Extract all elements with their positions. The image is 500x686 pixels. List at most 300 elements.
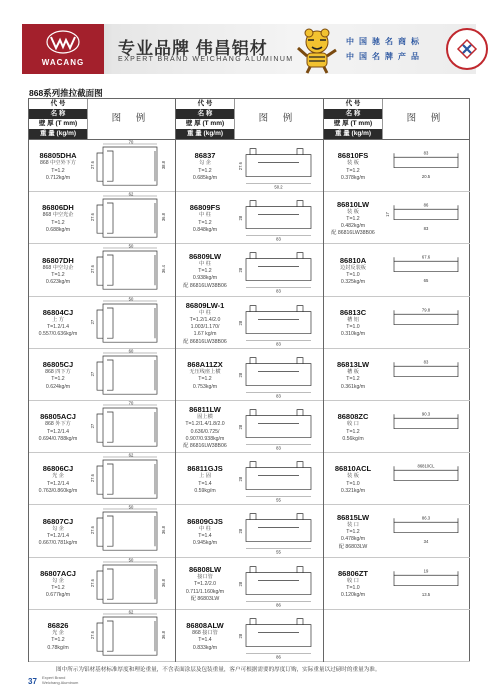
product-spec-line: 中 柱 (199, 261, 211, 268)
product-spec-line: 0.685kg/m (192, 174, 218, 181)
product-spec-line: 0.325kg/m (340, 279, 366, 286)
product-cell (29, 452, 175, 505)
profile-drawing (236, 400, 321, 452)
product-cell (324, 504, 470, 557)
dimension-label: 62 (128, 191, 134, 197)
product-cell (176, 296, 323, 349)
product-spec-line: T=1.0 (346, 324, 360, 331)
dimension-label: 62 (128, 452, 134, 458)
dimension-label: 36.4 (160, 265, 166, 274)
profile-drawing (236, 452, 321, 504)
product-spec-line: 勾 企 (199, 160, 211, 167)
product-code: 86809LW (188, 252, 222, 262)
product-spec-line: 0.945kg/m (192, 540, 218, 547)
dimension-label: 28 (238, 424, 244, 430)
product-spec-line: 868 四下方 (45, 369, 71, 376)
product-info (29, 515, 87, 548)
product-info (324, 149, 382, 182)
profile-drawing (384, 400, 468, 452)
product-spec-line: 勾 企 (52, 525, 64, 532)
product-spec-line: 868 中空外下方 (39, 160, 77, 167)
dimension-label: 86 (276, 602, 281, 608)
dimension-label: 90.3 (421, 411, 431, 417)
dimension-label: 83 (276, 236, 281, 242)
product-spec-line: 1.67 kg/m (193, 331, 217, 338)
product-info (324, 306, 382, 339)
product-spec-line: 配 86816LW38B06 (183, 442, 227, 449)
product-spec-line: T=1.2 (51, 637, 65, 644)
product-spec-line: T=1.2 (198, 167, 212, 174)
product-spec-line: 边封反装板 (340, 264, 366, 271)
product-info (29, 567, 87, 600)
product-code: 86811GJS (187, 464, 223, 474)
dimension-label: 70 (128, 139, 134, 145)
product-spec-line: 868 接口管 (192, 630, 218, 637)
profile-drawing (89, 557, 173, 609)
product-spec-line: T=1.2/1.4/1.8/2.0 (185, 421, 225, 428)
profile-drawing (236, 609, 321, 661)
product-spec-line: T=1.2 (346, 428, 360, 435)
product-code: 86804CJ (42, 307, 74, 317)
dimension-label: 36.8 (160, 630, 166, 639)
product-code: 86806CJ (42, 464, 74, 474)
product-spec-line: 中 柱 (199, 212, 211, 219)
product-spec-line: 光 企 (52, 473, 64, 480)
product-spec-line: T=1.2/1.4 (46, 480, 70, 487)
table-header-1 (29, 99, 175, 140)
product-spec-line: T=1.2/1.4 (46, 532, 70, 539)
dimension-label: 38.8 (160, 161, 166, 170)
product-spec-line: T=1.4 (198, 637, 212, 644)
header-code: 代 号 (324, 99, 382, 109)
dimension-label: 83 (276, 341, 281, 347)
product-cell (324, 243, 470, 296)
header-weight: 重 量 (kg/m) (29, 129, 87, 139)
product-info (176, 515, 234, 548)
product-info (324, 511, 382, 551)
header-name: 名 称 (324, 109, 382, 119)
profile-drawing (384, 243, 468, 295)
product-code: 86808ALW (186, 621, 224, 631)
product-spec-line: T=1.2 (198, 219, 212, 226)
dimension-label: 27 (90, 319, 96, 325)
product-spec-line: T=1.2/1.4 (46, 428, 70, 435)
product-info (29, 358, 87, 391)
product-spec-line: 1.003/1.170/ (190, 324, 220, 331)
dimension-label: 28 (238, 215, 244, 221)
profile-drawing (236, 139, 321, 191)
profile-drawing (89, 609, 173, 661)
product-cell (324, 400, 470, 453)
product-spec-line: 0.56kg/m (342, 435, 364, 442)
product-spec-line: 配 86803LW (190, 595, 220, 602)
mascot-icon (292, 26, 342, 74)
product-cell (176, 504, 323, 557)
brand-logo-block (22, 24, 104, 74)
product-code: 86805CJ (42, 360, 74, 370)
profile-drawing (384, 139, 468, 191)
product-spec-line: 0.361kg/m (340, 383, 366, 390)
profile-table (28, 98, 470, 662)
product-spec-line: 0.636/0.725/ (190, 428, 220, 435)
dimension-label: 27.6 (90, 265, 96, 274)
product-info (29, 410, 87, 443)
product-spec-line: 0.907/0.938kg/m (185, 435, 225, 442)
header-figure: 图 例 (234, 99, 322, 139)
header-code: 代 号 (176, 99, 234, 109)
dimension-label: 27.6 (90, 630, 96, 639)
product-code: 86810ACL (334, 464, 372, 474)
dimension-label: 86810CL (417, 463, 435, 469)
product-code: 86805DHA (39, 151, 77, 161)
dimension-label: 27.6 (90, 526, 96, 535)
product-spec-line: 868 外下方 (45, 421, 71, 428)
dimension-label: 27 (90, 371, 96, 377)
product-spec-line: T=1.2/1.4/2.0 (189, 316, 221, 323)
product-code: 86807ACJ (40, 568, 76, 578)
product-cell (324, 452, 470, 505)
product-spec-line: 0.378kg/m (340, 174, 366, 181)
product-spec-line: 固上横 (197, 414, 213, 421)
product-spec-line: 中 柱 (199, 309, 211, 316)
product-info (29, 149, 87, 182)
product-cell (29, 191, 175, 244)
profile-drawing (89, 504, 173, 556)
product-cell (324, 191, 470, 244)
product-cell (324, 296, 470, 349)
product-cell (176, 139, 323, 192)
honor-brand-product: 中国名牌产品 (346, 52, 424, 61)
product-cell (324, 348, 470, 401)
product-info (176, 403, 234, 450)
product-spec-line: 上 方 (52, 316, 64, 323)
dimension-label: 36.8 (160, 213, 166, 222)
dimension-label: 28 (238, 372, 244, 378)
product-code: 86810A (339, 255, 367, 265)
product-info (324, 358, 382, 391)
footer-brand-line1: Expert Brand (42, 675, 66, 680)
product-spec-line: 0.557/0.636kg/m (38, 331, 78, 338)
product-spec-line: 接口管 (197, 574, 213, 581)
table-header-2 (176, 99, 323, 140)
product-code: 86807CJ (42, 516, 74, 526)
product-spec-line: 0.623kg/m (45, 279, 71, 286)
product-code: 86810FS (337, 151, 369, 161)
product-spec-line: T=1.0 (346, 480, 360, 487)
product-info (29, 462, 87, 495)
header-thickness: 壁 厚 (T mm) (324, 119, 382, 129)
dimension-label: 27.6 (238, 162, 244, 171)
dimension-label: 83 (423, 150, 429, 156)
dimension-label: 13.5 (421, 591, 431, 597)
profile-drawing (384, 452, 468, 504)
product-code: 86826 (47, 621, 69, 631)
product-spec-line: 0.688kg/m (45, 226, 71, 233)
dimension-label: 50 (128, 296, 134, 302)
profile-drawing (384, 296, 468, 348)
product-code: 86809LW-1 (185, 300, 225, 310)
dimension-label: 50 (128, 504, 134, 510)
product-info (29, 306, 87, 339)
product-cell (324, 609, 470, 662)
header-name: 名 称 (29, 109, 87, 119)
product-spec-line: 光 企 (52, 630, 64, 637)
product-code: 86808LW (188, 565, 222, 575)
product-spec-line: 无压线座上横 (189, 369, 221, 376)
product-cell (29, 243, 175, 296)
product-spec-line: 0.120kg/m (340, 592, 366, 599)
product-spec-line: T=1.2 (346, 167, 360, 174)
profile-drawing (89, 348, 173, 400)
certification-icon (455, 37, 479, 61)
dimension-label: 27 (90, 423, 96, 429)
header-thickness: 壁 厚 (T mm) (29, 119, 87, 129)
dimension-label: 79.8 (421, 307, 431, 313)
dimension-label: 27.6 (90, 161, 96, 170)
product-spec-line: T=1.2 (346, 529, 360, 536)
product-spec-line: 0.624kg/m (45, 383, 71, 390)
product-cell (29, 296, 175, 349)
profile-drawing (89, 296, 173, 348)
header-figure: 图 例 (87, 99, 175, 139)
product-spec-line: 0.478kg/m (340, 536, 366, 543)
dimension-label: 36.8 (160, 578, 166, 587)
profile-drawing (89, 400, 173, 452)
product-info (324, 630, 382, 632)
product-info (176, 250, 234, 290)
product-code: 86805ACJ (40, 412, 76, 422)
product-spec-line: T=1.2 (51, 271, 65, 278)
profile-drawing (89, 243, 173, 295)
product-info (176, 462, 234, 495)
header-weight: 重 量 (kg/m) (324, 129, 382, 139)
product-spec-line: 装 板 (347, 473, 359, 480)
product-spec-line: 0.694/0.788kg/m (38, 435, 78, 442)
dimension-label: 55 (276, 549, 281, 555)
product-spec-line: T=1.2/2.0 (193, 581, 217, 588)
dimension-label: 28 (238, 268, 244, 273)
product-cell (29, 609, 175, 662)
product-spec-line: 配 86816LW38B06 (183, 338, 227, 345)
product-info (176, 358, 234, 391)
dimension-label: 28 (238, 581, 244, 587)
profile-drawing (236, 557, 321, 609)
product-cell (176, 400, 323, 453)
product-info (324, 462, 382, 495)
product-cell (176, 243, 323, 296)
product-cell (176, 557, 323, 610)
product-spec-line: 配 86816LW38B06 (331, 230, 375, 237)
product-spec-line: 0.763/0.860kg/m (38, 487, 78, 494)
header-thickness: 壁 厚 (T mm) (176, 119, 234, 129)
dimension-label: 50 (128, 557, 134, 563)
product-info (324, 410, 382, 443)
product-cell (176, 609, 323, 662)
page-number: 37 (28, 677, 37, 686)
dimension-label: 28 (238, 633, 244, 639)
product-code: 86813C (339, 307, 367, 317)
header-figure: 图 例 (382, 99, 470, 139)
slogan-cn: 专业品牌 伟昌铝材 (118, 39, 268, 58)
product-spec-line: 0.321kg/m (340, 487, 366, 494)
section-title: 868系列推拉截面图 (29, 88, 103, 98)
product-spec-line: T=1.2 (346, 216, 360, 223)
dimension-label: 65 (423, 278, 429, 284)
dimension-label: 28 (238, 529, 244, 534)
dimension-label: 83 (423, 226, 429, 232)
weight-footnote: 图中所示为铝材基材标准厚度和理论重量，不含表面涂层及包装重量，客户可根据需要的厚度订购，实际重量以过磅时的重量为准。 (56, 667, 381, 673)
product-info (176, 149, 234, 182)
dimension-label: 83 (276, 393, 281, 399)
product-spec-line: 勾 企 (52, 577, 64, 584)
profile-drawing (236, 191, 321, 243)
header-name: 名 称 (176, 109, 234, 119)
dimension-label: 55 (276, 497, 281, 503)
dimension-label: 70 (128, 400, 134, 406)
product-spec-line: T=1.2 (198, 268, 212, 275)
product-code: 86809GJS (187, 516, 223, 526)
profile-drawing (236, 504, 321, 556)
product-info (176, 619, 234, 652)
product-cell (29, 139, 175, 192)
product-code: 86811LW (189, 405, 221, 415)
product-info (324, 198, 382, 238)
product-spec-line: 0.938kg/m (192, 275, 218, 282)
product-spec-line: 槽 板 (347, 369, 359, 376)
header-banner (22, 24, 476, 74)
footer-brand-line2: Weichang Aluminum (42, 679, 79, 685)
footer-brand (42, 676, 78, 685)
dimension-label: 28 (238, 320, 244, 326)
dimension-label: 34 (423, 539, 429, 545)
product-code: 86809FS (189, 203, 221, 213)
dimension-label: 60 (128, 348, 134, 354)
header-code: 代 号 (29, 99, 87, 109)
product-spec-line: 收 口 (347, 577, 359, 584)
product-cell (324, 557, 470, 610)
product-spec-line: 0.59kg/m (194, 487, 216, 494)
product-spec-line: T=1.2 (51, 585, 65, 592)
profile-drawing (89, 139, 173, 191)
product-spec-line: 0.753kg/m (192, 383, 218, 390)
wacang-logo-icon (46, 30, 80, 54)
product-code: 86810LW (336, 199, 370, 209)
product-spec-line: T=1.2 (51, 167, 65, 174)
product-info (29, 254, 87, 287)
dimension-label: 86 (276, 654, 281, 660)
product-code: 86807DH (42, 255, 74, 265)
dimension-label: 28 (238, 476, 244, 482)
product-spec-line: 收 口 (347, 421, 359, 428)
dimension-label: 19 (423, 568, 429, 574)
product-spec-line: 配 86803LW (338, 543, 368, 550)
product-info (324, 567, 382, 600)
product-spec-line: T=1.2 (51, 219, 65, 226)
product-spec-line: 0.667/0.781kg/m (38, 540, 78, 547)
product-spec-line: 0.482kg/m (340, 223, 366, 230)
product-spec-line: 0.677kg/m (45, 592, 71, 599)
brand-name-en: WACANG (41, 58, 85, 67)
product-spec-line: 装 板 (347, 208, 359, 215)
product-spec-line: 0.711/1.160kg/m (185, 588, 225, 595)
product-cell (324, 139, 470, 192)
product-spec-line: 0.833kg/m (192, 644, 218, 651)
product-spec-line: 装 板 (347, 160, 359, 167)
product-spec-line: 0.78kg/m (47, 644, 69, 651)
profile-drawing (384, 191, 468, 243)
product-code: 86815LW (336, 513, 370, 523)
dimension-label: 27.6 (90, 474, 96, 483)
product-info (29, 201, 87, 234)
dimension-label: 83 (276, 445, 281, 451)
product-code: 86813LW (336, 360, 370, 370)
certification-badge (446, 28, 488, 70)
dimension-label: 27.6 (90, 213, 96, 222)
product-info (176, 563, 234, 603)
dimension-label: 50 (128, 243, 134, 249)
product-code: 86806ZT (337, 568, 369, 578)
product-spec-line: 868 中空光企 (42, 212, 74, 219)
product-spec-line: T=1.2 (346, 376, 360, 383)
product-info (176, 201, 234, 234)
product-spec-line: 0.848kg/m (192, 226, 218, 233)
profile-drawing (236, 296, 321, 348)
product-spec-line: T=1.2 (51, 376, 65, 383)
product-spec-line: T=1.4 (198, 480, 212, 487)
product-spec-line: T=1.4 (198, 532, 212, 539)
profile-drawing (236, 348, 321, 400)
product-cell (29, 557, 175, 610)
profile-drawing (384, 504, 468, 556)
dimension-label: 36.8 (160, 526, 166, 535)
product-spec-line: T=1.2 (198, 376, 212, 383)
product-cell (176, 452, 323, 505)
dimension-label: 20.5 (421, 174, 431, 180)
product-cell (29, 504, 175, 557)
profile-drawing (384, 557, 468, 609)
profile-drawing (384, 348, 468, 400)
dimension-label: 62 (128, 609, 134, 615)
product-spec-line: T=1.0 (346, 585, 360, 592)
product-spec-line: 中 柱 (199, 525, 211, 532)
product-code: 86808ZC (337, 412, 369, 422)
product-spec-line: 槽 铝 (347, 316, 359, 323)
profile-drawing (89, 452, 173, 504)
honor-trademark: 中国驰名商标 (346, 37, 424, 46)
dimension-label: 17 (385, 212, 391, 218)
table-header-3 (324, 99, 470, 140)
dimension-label: 86.3 (421, 516, 431, 522)
product-spec-line: 0.310kg/m (340, 331, 366, 338)
product-code: 86806DH (42, 203, 74, 213)
product-cell (176, 191, 323, 244)
dimension-label: 83 (423, 359, 429, 365)
dimension-label: 27.6 (90, 578, 96, 587)
product-info (29, 619, 87, 652)
product-cell (29, 400, 175, 453)
dimension-label: 86 (423, 202, 429, 208)
product-spec-line: 868 中空勾企 (42, 264, 74, 271)
profile-drawing (89, 191, 173, 243)
dimension-label: 83 (276, 288, 281, 294)
product-spec-line: T=1.0 (346, 271, 360, 278)
dimension-label: 67.6 (421, 255, 431, 261)
product-code: 86837 (194, 151, 216, 161)
slogan-en: EXPERT BRAND WEICHANG ALUMINUM (118, 56, 294, 63)
product-spec-line: 上 固 (199, 473, 211, 480)
product-spec-line: 装 口 (347, 522, 359, 529)
product-cell (176, 348, 323, 401)
